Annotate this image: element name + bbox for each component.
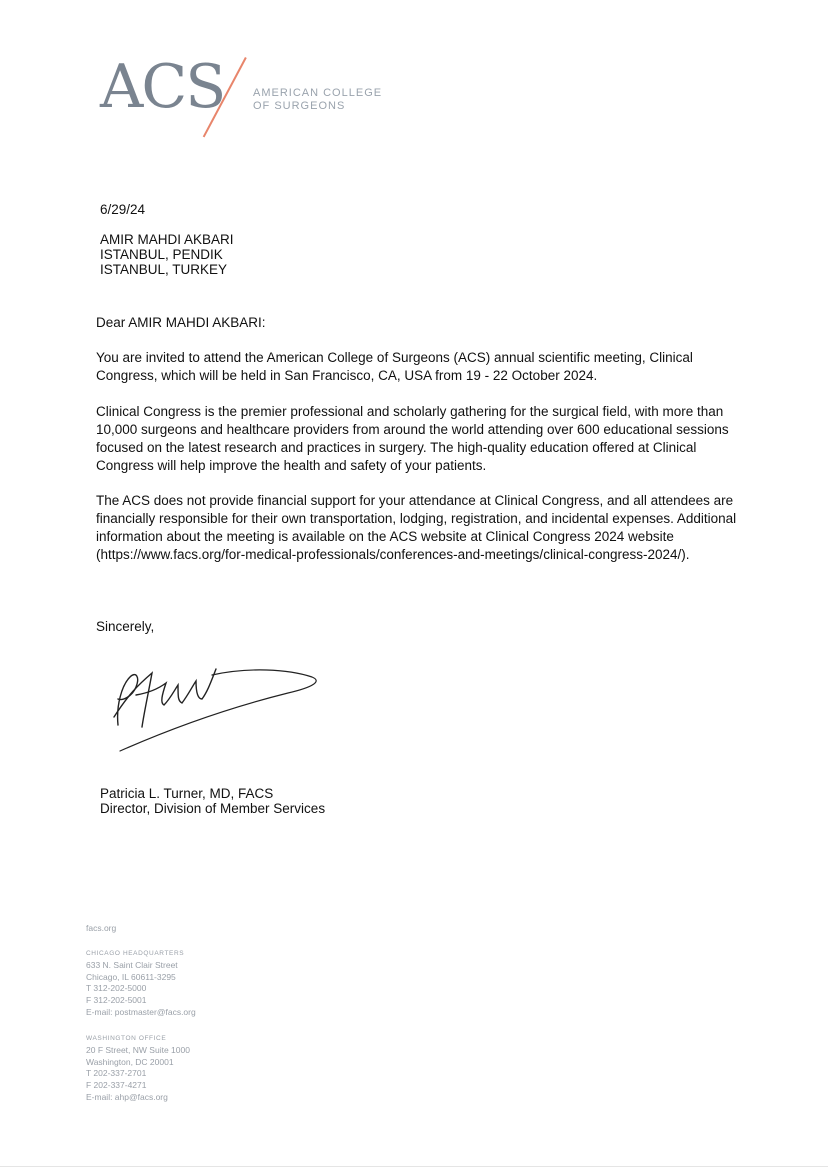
salutation: Dear AMIR MAHDI AKBARI:	[96, 315, 266, 330]
paragraph-congress-description	[96, 403, 806, 475]
logo-line-2: OF SURGEONS	[253, 100, 346, 112]
paragraph-line: 10,000 surgeons and healthcare providers from around the world attending over 600 educational sessions	[96, 422, 729, 437]
acs-logo	[100, 52, 400, 140]
recipient-line-2: ISTANBUL, PENDIK	[100, 247, 223, 262]
paragraph-line: financially responsible for their own transportation, lodging, registration, and incidental expenses. Additional	[96, 511, 737, 526]
page-edge-divider	[0, 1166, 828, 1167]
paragraph-line: information about the meeting is available on the ACS website at Clinical Congress 2024 website	[96, 529, 674, 544]
logo-wordmark	[253, 87, 382, 113]
paragraph-line: Congress will help improve the health and safety of your patients.	[96, 458, 487, 473]
footer-website: facs.org	[86, 923, 117, 933]
footer-line: 633 N. Saint Clair Street	[86, 959, 178, 970]
footer-line: E-mail: ahp@facs.org	[86, 1091, 168, 1102]
footer-chicago-address	[86, 948, 196, 1019]
footer-line: E-mail: postmaster@facs.org	[86, 1006, 196, 1017]
paragraph-line: focused on the latest research and practices in surgery. The high-quality education offered at Clinical	[96, 440, 697, 455]
footer-line: T 312-202-5000	[86, 983, 147, 994]
paragraph-invitation	[96, 349, 806, 385]
recipient-line-3: ISTANBUL, TURKEY	[100, 262, 228, 277]
footer-line: Chicago, IL 60611-3295	[86, 971, 176, 982]
footer-washington-address	[86, 1033, 190, 1104]
footer-line: F 312-202-5001	[86, 995, 147, 1006]
signer-name: Patricia L. Turner, MD, FACS	[100, 786, 274, 801]
letter-date: 6/29/24	[100, 202, 146, 217]
logo-mark: ACS	[100, 52, 225, 122]
footer-line: F 202-337-4271	[86, 1080, 147, 1091]
paragraph-line: Clinical Congress is the premier professional and scholarly gathering for the surgical field, with more than	[96, 404, 724, 419]
footer-heading: WASHINGTON OFFICE	[86, 1035, 167, 1042]
footer-line: 20 F Street, NW Suite 1000	[86, 1044, 190, 1055]
logo-line-1: AMERICAN COLLEGE	[253, 87, 383, 99]
handwritten-signature	[108, 655, 323, 760]
paragraph-line: You are invited to attend the American College of Surgeons (ACS) annual scientific meeting, Clinical	[96, 350, 693, 365]
footer-line: Washington, DC 20001	[86, 1056, 174, 1067]
paragraph-line: The ACS does not provide financial support for your attendance at Clinical Congress, and all attendees are	[96, 493, 734, 508]
recipient-name: AMIR MAHDI AKBARI	[100, 232, 234, 247]
footer-heading: CHICAGO HEADQUARTERS	[86, 950, 185, 957]
footer-line: T 202-337-2701	[86, 1068, 147, 1079]
signer-title: Director, Division of Member Services	[100, 801, 326, 816]
paragraph-financial-notice	[96, 492, 806, 564]
closing: Sincerely,	[96, 619, 155, 634]
paragraph-line: (https://www.facs.org/for-medical-professionals/conferences-and-meetings/clinical-congress-2024/).	[96, 547, 690, 562]
paragraph-line: Congress, which will be held in San Francisco, CA, USA from 19 - 22 October 2024.	[96, 368, 598, 383]
